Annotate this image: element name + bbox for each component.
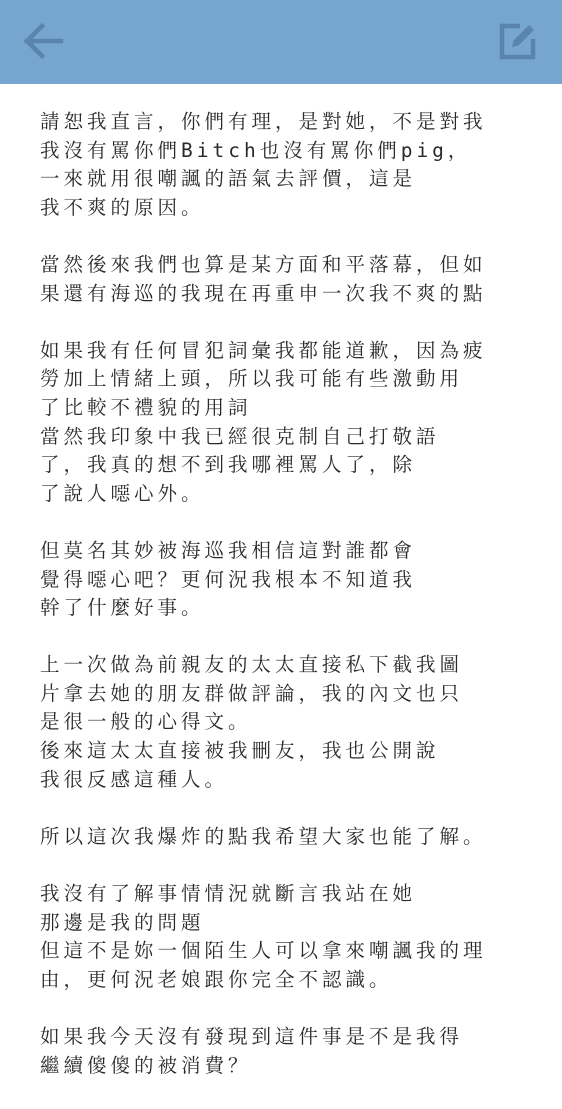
text-line: 但莫名其妙被海巡我相信這對誰都會 <box>40 538 417 562</box>
paragraph <box>40 537 540 623</box>
text-line: 了，我真的想不到我哪裡罵人了，除 <box>40 453 417 477</box>
text-line: 幹了什麼好事。 <box>40 596 205 620</box>
text-line: 如果我有任何冒犯詞彙我都能道歉，因為疲 <box>40 338 487 362</box>
paragraph <box>40 337 540 509</box>
paragraph <box>40 108 540 222</box>
compose-icon <box>498 21 538 61</box>
text-line: 如果我今天沒有發現到這件事是不是我得 <box>40 1025 464 1048</box>
text-line: 勞加上情緒上頭，所以我可能有些激動用 <box>40 367 464 391</box>
text-line: 是很一般的心得文。 <box>40 710 252 734</box>
post-body <box>40 108 540 1109</box>
text-line: 覺得噁心吧？更何況我根本不知道我 <box>40 567 417 591</box>
top-app-bar <box>0 0 562 84</box>
paragraph <box>40 880 540 994</box>
text-line: 後來這太太直接被我刪友，我也公開說 <box>40 739 440 763</box>
text-line: 繼續傻傻的被消費？ <box>40 1053 252 1077</box>
text-line: 我沒有罵你們Bitch也沒有罵你們pig， <box>40 138 472 162</box>
arrow-left-icon <box>24 23 64 59</box>
paragraph <box>40 251 540 308</box>
text-line: 當然後來我們也算是某方面和平落幕，但如 <box>40 252 487 276</box>
back-button[interactable] <box>18 18 70 64</box>
paragraph <box>40 651 540 794</box>
text-line: 由，更何況老娘跟你完全不認識。 <box>40 967 393 991</box>
text-line: 上一次做為前親友的太太直接私下截我圖 <box>40 653 464 677</box>
text-line: 我不爽的原因。 <box>40 195 205 219</box>
text-line: 當然我印象中我已經很克制自己打敬語 <box>40 424 440 448</box>
text-line: 那邊是我的問題 <box>40 910 205 934</box>
paragraph <box>40 823 540 852</box>
text-line: 了說人噁心外。 <box>40 481 205 505</box>
text-line: 我很反感這種人。 <box>40 767 229 791</box>
text-line: 請恕我直言，你們有理，是對她，不是對我 <box>40 110 487 133</box>
text-line: 果還有海巡的我現在再重申一次我不爽的點 <box>40 281 487 305</box>
text-line: 了比較不禮貌的用詞 <box>40 395 252 419</box>
text-line: 所以這次我爆炸的點我希望大家也能了解。 <box>40 824 487 848</box>
text-line: 我沒有了解事情情況就斷言我站在她 <box>40 882 417 906</box>
text-line: 片拿去她的朋友群做評論，我的內文也只 <box>40 681 464 705</box>
text-line: 但這不是妳一個陌生人可以拿來嘲諷我的理 <box>40 939 487 963</box>
paragraph <box>40 1023 540 1080</box>
text-line: 一來就用很嘲諷的語氣去評價，這是 <box>40 167 417 191</box>
edit-button[interactable] <box>492 16 544 66</box>
